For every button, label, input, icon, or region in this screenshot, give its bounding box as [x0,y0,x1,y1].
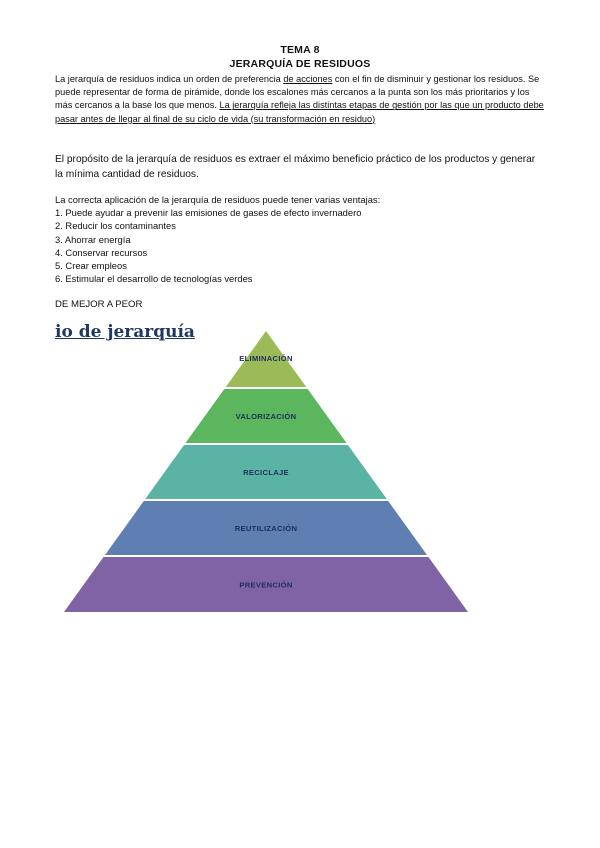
list-item: 6. Estimular el desarrollo de tecnologías verdes [55,273,253,285]
section-heading: io de jerarquía [55,322,195,342]
pyramid-level-label: VALORIZACIÓN [235,412,297,421]
list-item: 2. Reducir los contaminantes [55,220,176,232]
pyramid-level-label: PREVENCIÓN [239,580,293,590]
order-caption: DE MEJOR A PEOR [55,299,143,310]
list-item: 1. Puede ayudar a prevenir las emisiones de gases de efecto invernadero [55,207,362,219]
proposito-paragraph: El propósito de la jerarquía de residuos es extraer el máximo beneficio práctico de los productos y generar la mínima cantidad de residuos. [55,154,536,180]
list-item: 4. Conservar recursos [55,246,148,258]
intro-text-1: La jerarquía de residuos indica un orden de preferencia [55,74,284,84]
document-title: JERARQUÍA DE RESIDUOS [229,58,371,70]
pyramid-level-label: REUTILIZACIÓN [234,524,298,533]
list-item: 5. Crear empleos [55,260,127,272]
intro-underlined-text: La jerarquía refleja las distintas etapas de gestión por las que un producto debe pasar antes de llegar al final de su ciclo de vida (su transformación en residuo) [55,100,544,124]
list-item: 3. Ahorrar energía [55,233,131,245]
tema-number: TEMA 8 [280,44,320,56]
acciones-link[interactable]: de acciones [283,74,333,84]
intro-text-2: con el fin de disminuir y gestionar los residuos. Se puede representar de forma de pirámide, donde los escalones más cercanos a la punta son los más prioritarios y los más cercanos a la base los que menos. [55,74,540,111]
pyramid-level-label: ELIMINACIÓN [239,354,293,363]
ventajas-intro: La correcta aplicación de la jerarquía de residuos puede tener varias ventajas: [55,194,381,205]
pyramid-level-label: RECICLAJE [243,468,289,477]
